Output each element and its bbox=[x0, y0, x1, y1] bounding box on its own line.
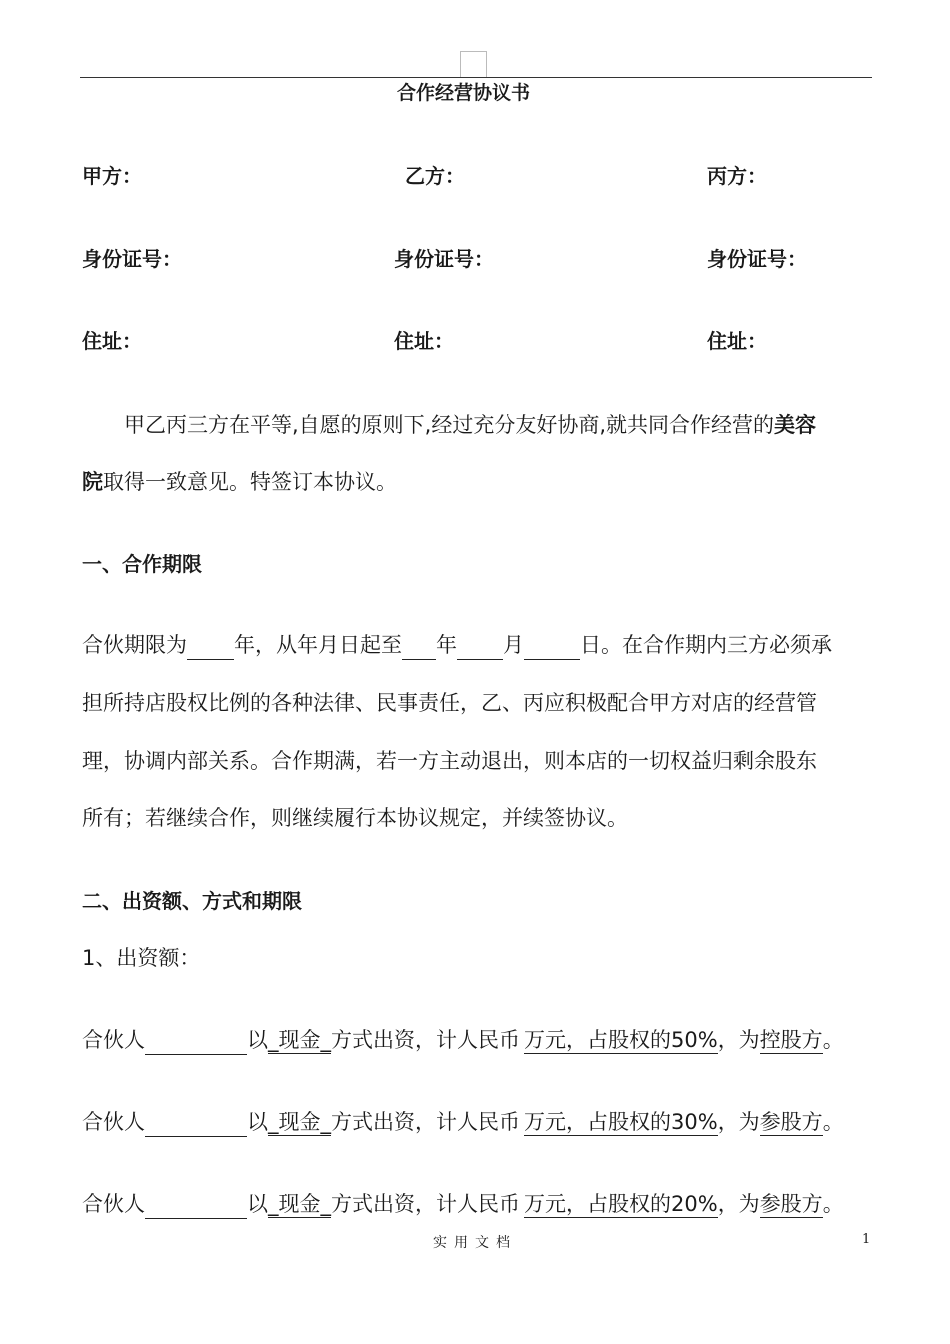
blank-years bbox=[187, 635, 234, 660]
equity-percent: 20% bbox=[671, 1192, 718, 1216]
row-text: 以 bbox=[247, 1110, 268, 1134]
amount-text: 万元，占股权的 bbox=[524, 1192, 671, 1216]
party-c-label: 丙方： bbox=[707, 164, 767, 188]
row-text: ，为 bbox=[717, 1192, 760, 1216]
party-a-id-label: 身份证号： bbox=[82, 247, 182, 271]
term-line-2: 担所持店股权比例的各种法律、民事责任，乙、丙应积极配合甲方对店的经营管 bbox=[82, 691, 817, 715]
blank-partner-name bbox=[145, 1194, 247, 1219]
contribution-row bbox=[82, 1106, 844, 1137]
row-text: 方式出资，计人民币 bbox=[331, 1110, 520, 1134]
term-text: 年，从年月日起至 bbox=[234, 633, 402, 657]
party-c-id-label: 身份证号： bbox=[707, 247, 807, 271]
party-b-label: 乙方： bbox=[405, 164, 465, 188]
partner-label: 合伙人 bbox=[82, 1028, 145, 1052]
section-2-heading: 二、出资额、方式和期限 bbox=[82, 889, 302, 913]
equity-role: 参股方 bbox=[759, 1110, 823, 1134]
term-text: 月 bbox=[503, 633, 524, 657]
party-b-address-label: 住址： bbox=[394, 329, 454, 353]
intro-text-end: 取得一致意见。特签订本协议。 bbox=[103, 470, 397, 494]
row-text: 以 bbox=[247, 1192, 268, 1216]
contribution-row bbox=[82, 1024, 844, 1055]
contribution-subheading: 1、出资额： bbox=[82, 946, 201, 970]
intro-business-name: 美容 bbox=[774, 413, 817, 437]
equity-percent: 50% bbox=[671, 1028, 718, 1052]
contribution-method: _现金_ bbox=[268, 1028, 331, 1052]
row-text: 方式出资，计人民币 bbox=[331, 1192, 520, 1216]
row-text: ，为 bbox=[717, 1028, 760, 1052]
header-marker bbox=[460, 51, 487, 77]
intro-line-2 bbox=[82, 466, 397, 496]
row-text: 以 bbox=[247, 1028, 268, 1052]
row-text: 。 bbox=[822, 1192, 844, 1216]
document-title: 合作经营协议书 bbox=[397, 82, 531, 104]
amount-text: 万元，占股权的 bbox=[524, 1110, 671, 1134]
page-number: 1 bbox=[862, 1232, 871, 1247]
contribution-row bbox=[82, 1188, 844, 1219]
term-line-3: 理，协调内部关系。合作期满，若一方主动退出，则本店的一切权益归剩余股东 bbox=[82, 749, 817, 773]
contribution-method: _现金_ bbox=[268, 1110, 331, 1134]
intro-line-1 bbox=[124, 409, 816, 439]
equity-percent: 30% bbox=[671, 1110, 718, 1134]
term-text: 年 bbox=[436, 633, 457, 657]
equity-role: 参股方 bbox=[759, 1192, 823, 1216]
partner-label: 合伙人 bbox=[82, 1110, 145, 1134]
row-text: ，为 bbox=[717, 1110, 760, 1134]
party-b-id-label: 身份证号： bbox=[394, 247, 494, 271]
blank-partner-name bbox=[145, 1030, 247, 1055]
blank-end-year bbox=[402, 635, 436, 660]
term-text: 合伙期限为 bbox=[82, 633, 187, 657]
row-text: 。 bbox=[822, 1110, 844, 1134]
party-a-label: 甲方： bbox=[82, 164, 142, 188]
equity-role: 控股方 bbox=[759, 1028, 823, 1052]
blank-end-month bbox=[457, 635, 503, 660]
term-line-1 bbox=[82, 629, 832, 660]
party-c-address-label: 住址： bbox=[707, 329, 767, 353]
blank-partner-name bbox=[145, 1112, 247, 1137]
section-1-heading: 一、合作期限 bbox=[82, 552, 202, 576]
intro-business-name-end: 院 bbox=[82, 470, 103, 494]
row-text: 。 bbox=[822, 1028, 844, 1052]
term-text: 日。在合作期内三方必须承 bbox=[580, 633, 832, 657]
term-line-4: 所有；若继续合作，则继续履行本协议规定，并续签协议。 bbox=[82, 806, 628, 830]
partner-label: 合伙人 bbox=[82, 1192, 145, 1216]
party-a-address-label: 住址： bbox=[82, 329, 142, 353]
row-text: 方式出资，计人民币 bbox=[331, 1028, 520, 1052]
contribution-method: _现金_ bbox=[268, 1192, 331, 1216]
amount-text: 万元，占股权的 bbox=[524, 1028, 671, 1052]
blank-end-day bbox=[524, 635, 580, 660]
intro-text: 甲乙丙三方在平等,自愿的原则下,经过充分友好协商,就共同合作经营的 bbox=[124, 413, 775, 437]
page-footer: 实用文档 bbox=[433, 1235, 517, 1251]
